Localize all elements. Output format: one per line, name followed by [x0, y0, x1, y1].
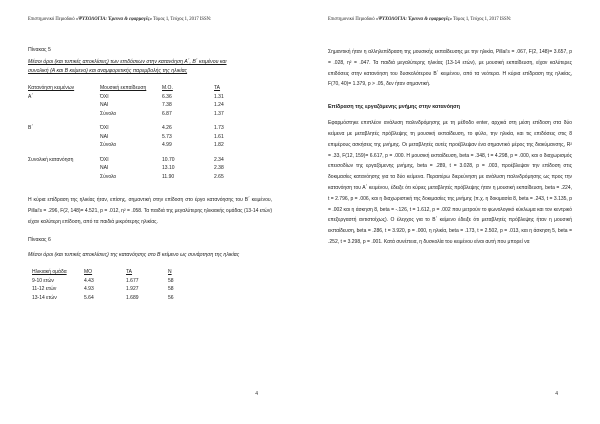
table5-row-cell: 5.73	[162, 133, 172, 140]
table6-row-cell: 4.93	[84, 286, 94, 293]
table5-row-cell	[28, 141, 100, 150]
table6-header: Ηλικιακή ομάδα	[32, 269, 67, 276]
table5-row-cell: 2.65	[214, 173, 224, 180]
table6	[32, 268, 200, 302]
table5-header: Μ.Ο.	[162, 85, 173, 92]
table6-header: ΜΟ	[84, 269, 93, 276]
table5-row-cell: 4.26	[162, 125, 172, 132]
table5-caption-line1: Μέσοι όροι (και τυπικές αποκλίσεις) των επιδόσεων στην κατανόηση Α΄, Β΄ κειμένου και	[28, 59, 227, 65]
table5-row-cell: Β΄	[28, 125, 33, 132]
table5-row-cell: Α΄	[28, 93, 33, 100]
table5-title: Πίνακας 5	[28, 47, 51, 53]
table5-caption-line2: συνολική (Α και Β κείμενο) και αναμφορετικής παρεμβολής της ηλικίας	[28, 68, 188, 75]
table5-row-cell	[28, 164, 100, 173]
table5-row-cell	[28, 110, 100, 119]
table5-row-cell: 7.38	[162, 102, 172, 109]
table5-row-cell: 6.36	[162, 93, 172, 100]
table5-row-cell: 2.34	[214, 156, 224, 163]
table5-row	[28, 93, 250, 102]
table5-row	[28, 156, 250, 165]
table5-row-cell: 13.10	[162, 165, 175, 172]
table6-title: Πίνακας 6	[28, 237, 51, 244]
running-head-journal: ΨΥΧΟΛΟΓΙΑ: Έρευνα & εφαρμογές»	[378, 17, 452, 22]
table6-row-cell: 56	[168, 294, 174, 301]
table5-row-cell	[28, 173, 100, 182]
table5-row-cell: ΌΧΙ	[100, 125, 109, 132]
table5-header: ΤΑ	[214, 85, 221, 92]
table5-row-cell: Σύνολο	[100, 110, 117, 117]
table5-row-cell: ΌΧΙ	[100, 156, 109, 163]
table5-header: Μουσική εκπαίδευση	[100, 85, 147, 92]
table5-row-cell: 6.87	[162, 110, 172, 117]
table5-row-cell: 1.61	[214, 133, 224, 140]
table5-row-cell	[28, 101, 100, 110]
table5-row-cell: 10.70	[162, 156, 175, 163]
table6-row-cell: 13-14 ετών	[32, 294, 57, 301]
right-body-paragraph: Εφαρμόστηκε επιπλέον ανάλυση παλινδρόμησης με τη μέθοδο enter, αρχικά στη μέση επίδοση στα δύο κείμενα με μεταβλητές πρόβλεψης τη μουσική εκπαίδευση, το φύλο, την ηλικία, και τις επιδόσεις στις 8 επιμέρους ασκήσεις της μνήμης. Οι μεταβλητές αυτές προέβλεψαν ένα σημαντικό μέρος της διακύμανσης, R² = .33, F(12, 159)= 6.617, p = .000. Η μουσική εκπαίδευση, beta = .348, t = 4.298, p = .000, και ο διαχωρισμός επεισοδίων της εργαζόμενης μνήμης, beta = .289, t = 3.028, p = .003, προέβλεψαν την επίδοση στις δοκιμασίες κατανόησης για τα δύο κείμενα. Περαιτέρω διερεύνηση με ανάλυση παλινδρόμησης ως προς την κατανόηση του Α΄ κειμένου, έδειξε ότι κύριες μεταβλητές πρόβλεψης ήταν η μουσική εκπαίδευση, beta = .224, t = 2.796, p = .006, και η διαχωριστική της δοκιμασίες της μνήμης (π.χ. η δοκιμασία 8, beta = .243, t = 3.135, p = .002 και η άσκηση 8, beta = -.126, t = 1.612, p = .002 που μετρούν το φωνολογικό κύκλωμα και τον κεντρικό επεξεργαστή αντιστοίχως). Ο έλεγχος για το Β΄ κείμενο έδειξε ότι μεταβλητές πρόβλεψης ήταν η μουσική εκπαίδευση, beta = .286, t = 3.920, p = .000, η ηλικία, beta = .173, t = 2.502, p = .013, και η άσκηση 5, beta = .252, t = 3.298, p = .001. Κατά συνέπεια, η δυσκολία του κειμένου είναι αυτή που μπορεί να	[328, 120, 572, 245]
table5-row-cell: 1.37	[214, 110, 224, 117]
table5-row	[28, 164, 250, 173]
running-head-journal: ΨΥΧΟΛΟΓΙΑ: Έρευνα & εφαρμογές»	[78, 17, 152, 22]
table6-row-cell: 58	[168, 277, 174, 284]
table5-row-cell: 2.38	[214, 165, 224, 172]
table6-header: ΤΑ	[126, 269, 133, 276]
section-heading: Επίδραση της εργαζόμενης μνήμης στην κατανόηση	[328, 104, 461, 111]
table5-row-cell: Σύνολο	[100, 142, 117, 149]
running-head-prefix: Επιστημονικό Περιοδικό «	[328, 17, 379, 22]
table5-header: Κατανόηση κειμένων	[28, 85, 75, 92]
table5-row-cell: ΝΑΙ	[100, 133, 109, 140]
table5-row	[28, 110, 250, 119]
table6-body	[32, 277, 200, 303]
running-head-prefix: Επιστημονικό Περιοδικό «	[28, 17, 79, 22]
table6-row-cell: 11-12 ετών	[32, 286, 57, 293]
table5-row	[28, 141, 250, 150]
table5-row-cell: 1.73	[214, 125, 224, 132]
table5-body	[28, 93, 250, 182]
right-page	[300, 0, 600, 424]
right-intro-paragraph: Σημαντική ήταν η αλληλεπίδραση της μουσικής εκπαίδευσης με την ηλικία, Pillai's = .067, F(2, 148)= 3.657, p = .028, η² = .047. Τα παιδιά μεγαλύτερης ηλικίας (13-14 ετών), με μουσική εκπαίδευση, είχαν καλύτερες επιδόσεις στην κατανόηση του δυσκολότερου Β΄ κειμένου, από τα νεότερα. Η κύρια επίδραση της ηλικίας, F(70, 40)= 1.379, p > .05, δεν ήταν σημαντική.	[328, 49, 572, 88]
table5-row-cell: 1.24	[214, 102, 224, 109]
table6-row-cell: 1.927	[126, 286, 139, 293]
table6-caption: Μέσοι όροι (και τυπικές αποκλίσεις) της κατανόησης στο Β κείμενο ως συνάρτηση της ηλικίας	[28, 252, 240, 259]
table6-row-cell: 1.677	[126, 277, 139, 284]
table5-row	[28, 124, 250, 133]
table6-row-cell: 58	[168, 286, 174, 293]
table5-row-cell: 11.90	[162, 173, 175, 180]
table5-row-cell: ΝΑΙ	[100, 102, 109, 109]
page-number: 4	[255, 391, 258, 397]
running-head	[28, 17, 272, 23]
table5-row-cell: Σύνολο	[100, 173, 117, 180]
table6-row-cell: 4.43	[84, 277, 94, 284]
table5-header-row	[28, 84, 250, 93]
page-number: 4	[555, 391, 558, 397]
table6-row-cell: 1.689	[126, 294, 139, 301]
table6-row-cell: 9-10 ετών	[32, 277, 54, 284]
table5-row	[28, 173, 250, 182]
table6-row-cell: 5.64	[84, 294, 94, 301]
table5-row-cell: ΝΑΙ	[100, 165, 109, 172]
running-head	[328, 17, 572, 23]
table5-row-cell: 4.99	[162, 142, 172, 149]
table5-caption	[28, 58, 272, 76]
table6-header: Ν	[168, 269, 172, 276]
table6-row	[32, 277, 200, 286]
table5-row	[28, 101, 250, 110]
table5-row	[28, 133, 250, 142]
table5-row-cell: 1.31	[214, 93, 224, 100]
table5-row-cell	[28, 133, 100, 142]
running-head-suffix: Τόμος 1, Τεύχος 1, 2017 ISSN:	[151, 17, 212, 22]
left-body-paragraph: Η κύρια επίδραση της ηλικίας ήταν, επίσης, σημαντική στην επίδοση στο έργο κατανόησης του Β΄ κειμένου, Pillai's = .296, F(2, 148)= 4.521, p = .012, η² = .058. Τα παιδιά της μεγαλύτερης ηλικιακής ομάδας (13-14 ετών) είχαν καλύτερη επίδοση, από τα παιδιά μικρότερης ηλικίας.	[28, 197, 272, 225]
table6-row	[32, 285, 200, 294]
table5-row-cell: ΌΧΙ	[100, 93, 109, 100]
running-head-suffix: Τόμος 1, Τεύχος 1, 2017 ISSN:	[451, 17, 512, 22]
table6-row	[32, 294, 200, 303]
table5-row-cell: Συνολική κατανόηση	[28, 156, 74, 163]
table5-row-cell: 1.82	[214, 142, 224, 149]
table6-header-row	[32, 268, 200, 277]
table5	[28, 84, 250, 181]
